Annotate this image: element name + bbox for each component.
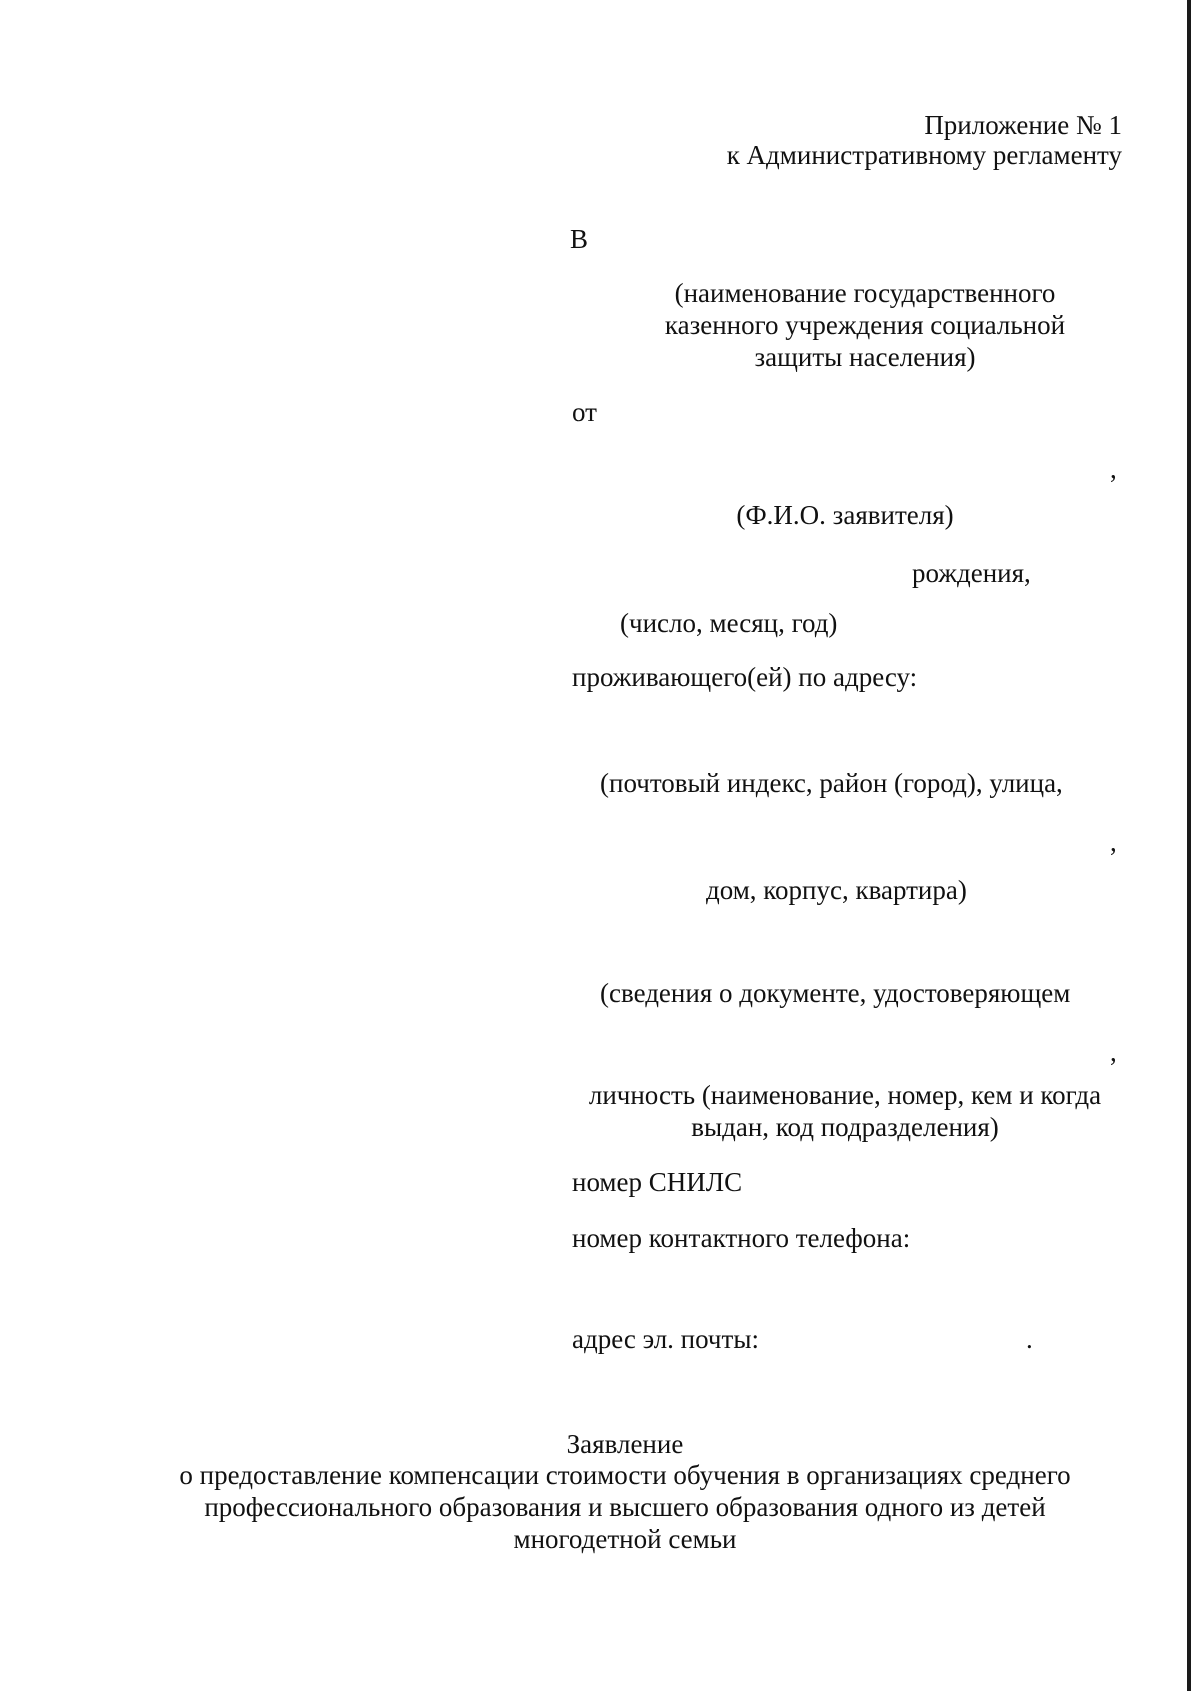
- comma-2: ,: [1110, 827, 1117, 857]
- statement-title: Заявление: [566, 1429, 684, 1459]
- snils-label: номер СНИЛС: [572, 1167, 743, 1197]
- id-hint-1: (сведения о документе, удостоверяющем: [600, 978, 1071, 1008]
- address-hint-1: (почтовый индекс, район (город), улица,: [600, 768, 1063, 798]
- birth-hint: (число, месяц, год): [620, 608, 838, 638]
- comma-1: ,: [1110, 454, 1117, 484]
- address-hint-2: дом, корпус, квартира): [706, 875, 967, 905]
- email-dot: .: [1026, 1324, 1033, 1354]
- fio-hint: (Ф.И.О. заявителя): [736, 500, 954, 530]
- birth-label: рождения,: [912, 558, 1031, 588]
- institution-hint-3: защиты населения): [754, 342, 976, 372]
- id-hint-2a: личность (наименование, номер, кем и когда: [588, 1080, 1102, 1110]
- email-label: адрес эл. почты:: [572, 1324, 759, 1354]
- comma-3: ,: [1110, 1037, 1117, 1067]
- institution-hint-1: (наименование государственного: [674, 278, 1056, 308]
- from-label: от: [572, 397, 597, 427]
- addressee-prefix: В: [570, 224, 589, 254]
- phone-label: номер контактного телефона:: [572, 1223, 911, 1253]
- residing-label: проживающего(ей) по адресу:: [572, 662, 918, 692]
- id-hint-2b: выдан, код подразделения): [691, 1112, 999, 1142]
- institution-hint-2: казенного учреждения социальной: [664, 310, 1066, 340]
- statement-subtitle-3: многодетной семьи: [513, 1524, 737, 1554]
- appendix-title: Приложение № 1: [924, 110, 1122, 140]
- appendix-subtitle: к Административному регламенту: [726, 140, 1122, 170]
- statement-subtitle-2: профессионального образования и высшего образования одного из детей: [204, 1492, 1046, 1522]
- statement-subtitle-1: о предоставление компенсации стоимости обучения в организациях среднего: [179, 1460, 1071, 1490]
